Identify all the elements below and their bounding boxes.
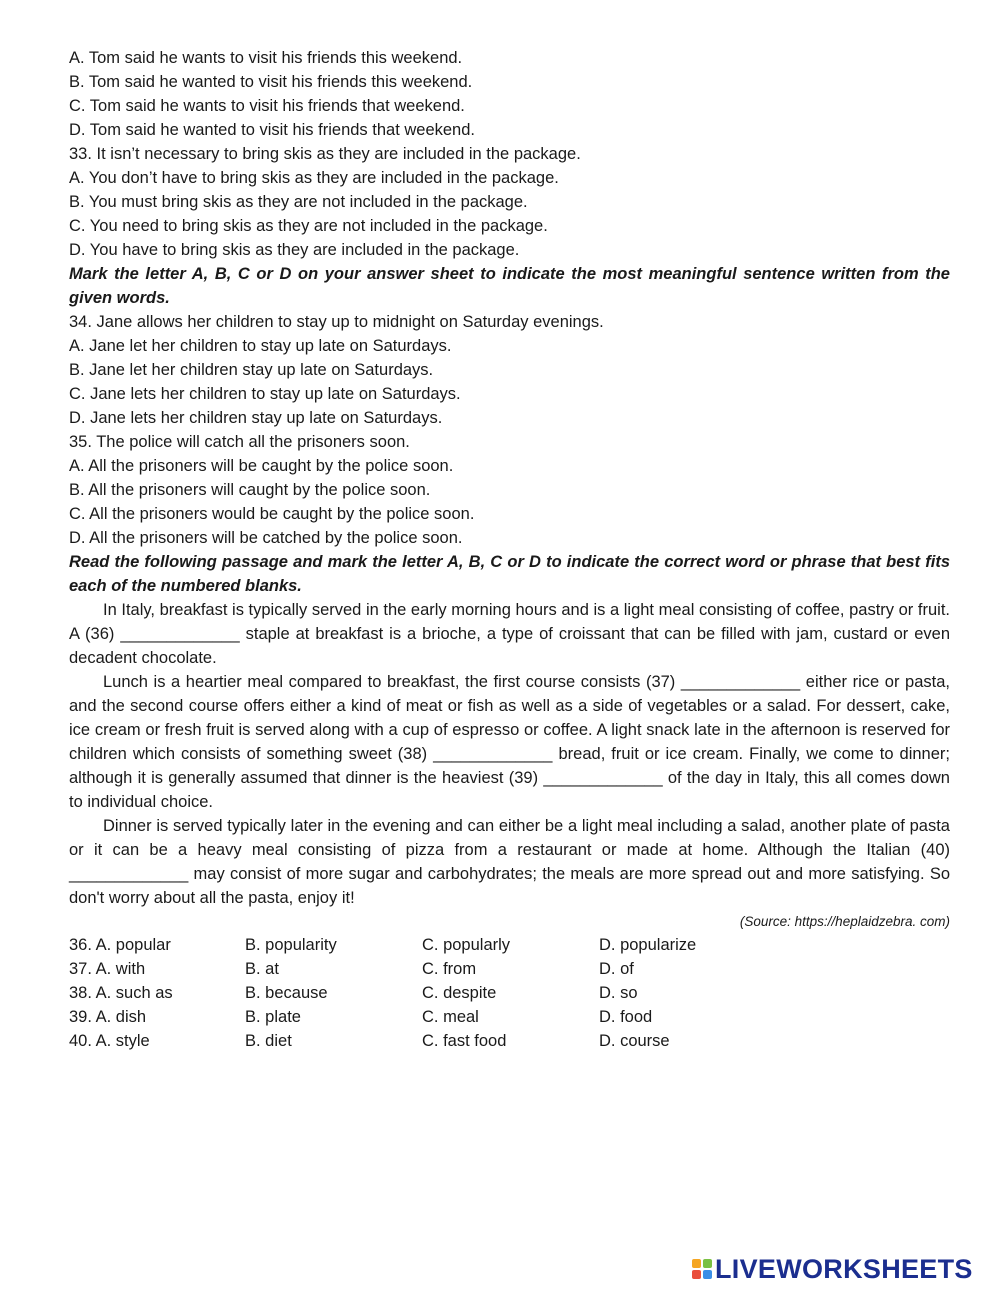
answer-option: C. from	[422, 960, 477, 978]
q35-option-a: A. All the prisoners will be caught by the police soon.	[69, 457, 454, 475]
instruction-sentence-building: Mark the letter A, B, C or D on your answer sheet to indicate the most meaningful sentence written from the given words.	[69, 265, 950, 307]
liveworksheets-logo[interactable]	[692, 1254, 973, 1284]
answer-option: D. popularize	[599, 936, 697, 954]
passage-paragraph-2: Lunch is a heartier meal compared to breakfast, the first course consists (37) _____________ either rice or pasta, and the second course offers either a kind of meat or fish as well as a side of vegetables or a salad. For dessert, cake, ice cream or fresh fruit is served along with a cup of espresso or coffee. A light snack late in the afternoon is reserved for children which consists of something sweet (38) _____________ bread, fruit or ice cream. Finally, we come to dinner; although it is generally assumed that dinner is the heaviest (39) _____________ of the day in Italy, this all comes down to individual choice.	[69, 673, 950, 811]
answer-option: 37. A. with	[69, 960, 146, 978]
answer-option: B. popularity	[245, 936, 337, 954]
q35-stem: 35. The police will catch all the prisoners soon.	[69, 433, 410, 451]
answer-option: 38. A. such as	[69, 984, 173, 1002]
passage-paragraph-3: Dinner is served typically later in the evening and can either be a light meal including a salad, another plate of pasta or it can be a heavy meal consisting of pizza from a restaurant or made at home. Although the Italian (40) _____________ may consist of more sugar and carbohydrates; the meals are more spread out and more satisfying. So don't worry about all the pasta, enjoy it!	[69, 817, 950, 907]
logo-text: LIVEWORKSHEETS	[715, 1254, 973, 1284]
answer-option: D. food	[599, 1008, 653, 1026]
logo-grid-icon	[692, 1259, 712, 1279]
q32-option-d: D. Tom said he wanted to visit his friends that weekend.	[69, 121, 475, 139]
q33-option-a: A. You don’t have to bring skis as they are included in the package.	[69, 169, 559, 187]
q33-option-c: C. You need to bring skis as they are not included in the package.	[69, 217, 548, 235]
answer-row-39	[69, 1005, 950, 1029]
answer-option: D. of	[599, 960, 634, 978]
answer-option: B. diet	[245, 1032, 292, 1050]
q32-option-b: B. Tom said he wanted to visit his friends this weekend.	[69, 73, 473, 91]
answer-option: C. meal	[422, 1008, 479, 1026]
q33-option-d: D. You have to bring skis as they are included in the package.	[69, 241, 520, 259]
logo-square-icon	[703, 1259, 712, 1268]
q33-option-b: B. You must bring skis as they are not included in the package.	[69, 193, 528, 211]
q34-stem: 34. Jane allows her children to stay up to midnight on Saturday evenings.	[69, 313, 604, 331]
answer-option: 36. A. popular	[69, 936, 171, 954]
q34-option-b: B. Jane let her children stay up late on Saturdays.	[69, 361, 434, 379]
answer-option: 39. A. dish	[69, 1008, 147, 1026]
worksheet-page	[69, 46, 950, 1053]
answer-options-table	[69, 933, 950, 1053]
logo-square-icon	[703, 1270, 712, 1279]
q32-option-c: C. Tom said he wants to visit his friends that weekend.	[69, 97, 465, 115]
q34-option-d: D. Jane lets her children stay up late on Saturdays.	[69, 409, 443, 427]
answer-row-36	[69, 933, 950, 957]
answer-row-37	[69, 957, 950, 981]
q35-option-c: C. All the prisoners would be caught by the police soon.	[69, 505, 475, 523]
answer-row-38	[69, 981, 950, 1005]
answer-option: B. plate	[245, 1008, 301, 1026]
answer-option: D. course	[599, 1032, 670, 1050]
answer-option: B. at	[245, 960, 279, 978]
passage-paragraph-1: In Italy, breakfast is typically served in the early morning hours and is a light meal consisting of coffee, pastry or fruit. A (36) _____________ staple at breakfast is a brioche, a type of croissant that can be filled with jam, custard or even decadent chocolate.	[69, 601, 950, 667]
answer-option: C. popularly	[422, 936, 511, 954]
instruction-passage: Read the following passage and mark the letter A, B, C or D to indicate the correct word or phrase that best fits each of the numbered blanks.	[69, 553, 950, 595]
logo-square-icon	[692, 1270, 701, 1279]
answer-option: B. because	[245, 984, 328, 1002]
passage-source: (Source: https://heplaidzebra. com)	[739, 914, 950, 929]
answer-option: 40. A. style	[69, 1032, 150, 1050]
q32-option-a: A. Tom said he wants to visit his friends this weekend.	[69, 49, 463, 67]
q35-option-b: B. All the prisoners will caught by the police soon.	[69, 481, 431, 499]
answer-row-40	[69, 1029, 950, 1053]
logo-square-icon	[692, 1259, 701, 1268]
answer-option: D. so	[599, 984, 638, 1002]
q35-option-d: D. All the prisoners will be catched by the police soon.	[69, 529, 463, 547]
q33-stem: 33. It isn’t necessary to bring skis as they are included in the package.	[69, 145, 581, 163]
answer-option: C. despite	[422, 984, 497, 1002]
q34-option-a: A. Jane let her children to stay up late on Saturdays.	[69, 337, 452, 355]
answer-option: C. fast food	[422, 1032, 507, 1050]
q34-option-c: C. Jane lets her children to stay up late on Saturdays.	[69, 385, 461, 403]
